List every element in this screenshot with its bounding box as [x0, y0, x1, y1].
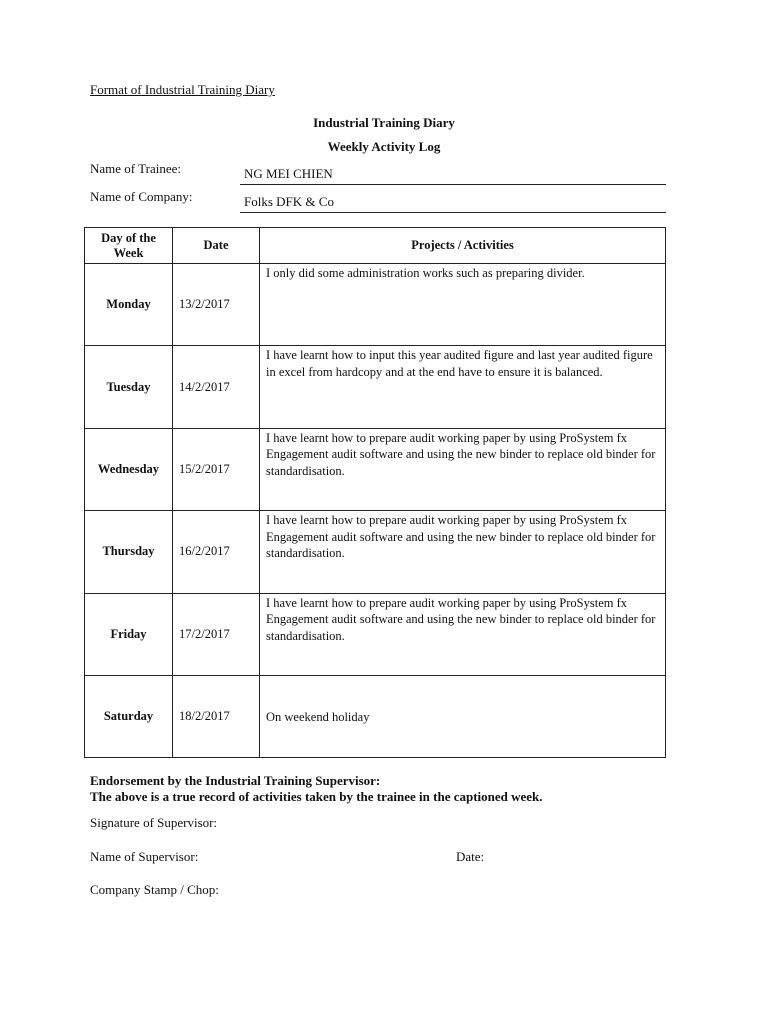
header-day-of-week: Day of the Week — [85, 228, 173, 264]
row-activity: I have learnt how to prepare audit working paper by using ProSystem fx Engagement audit software and using the new binder to replace old binder for standardisation. — [260, 593, 666, 675]
name-of-supervisor-label: Name of Supervisor: — [90, 849, 199, 864]
date-label: Date: — [456, 849, 485, 864]
table-row — [85, 511, 666, 593]
row-day: Thursday — [85, 511, 173, 593]
document-title: Industrial Training Diary — [313, 115, 455, 130]
row-activity: I have learnt how to prepare audit working paper by using ProSystem fx Engagement audit software and using the new binder to replace old binder for standardisation. — [260, 511, 666, 593]
row-date: 14/2/2017 — [173, 346, 260, 428]
row-day: Saturday — [85, 675, 173, 757]
row-activity: On weekend holiday — [260, 675, 666, 757]
row-date: 16/2/2017 — [173, 511, 260, 593]
row-date: 13/2/2017 — [173, 264, 260, 346]
row-activity: I have learnt how to prepare audit working paper by using ProSystem fx Engagement audit software and using the new binder to replace old binder for standardisation. — [260, 428, 666, 510]
table-row — [85, 264, 666, 346]
format-heading: Format of Industrial Training Diary — [90, 82, 275, 97]
row-day: Tuesday — [85, 346, 173, 428]
row-day: Wednesday — [85, 428, 173, 510]
trainee-name-field: NG MEI CHIEN — [240, 166, 666, 185]
company-name-field: Folks DFK & Co — [240, 194, 666, 213]
row-day: Friday — [85, 593, 173, 675]
row-date: 18/2/2017 — [173, 675, 260, 757]
company-name-label: Name of Company: — [90, 189, 193, 204]
signature-of-supervisor-label: Signature of Supervisor: — [90, 815, 218, 830]
row-date: 17/2/2017 — [173, 593, 260, 675]
company-stamp-label: Company Stamp / Chop: — [90, 882, 219, 897]
weekly-activity-table — [84, 227, 666, 758]
table-header-row — [85, 228, 666, 264]
row-activity: I have learnt how to input this year audited figure and last year audited figure in excel from hardcopy and at the end have to ensure it is balanced. — [260, 346, 666, 428]
endorsement-block — [90, 773, 543, 805]
document-subtitle: Weekly Activity Log — [327, 139, 441, 154]
table-row — [85, 593, 666, 675]
table-row — [85, 346, 666, 428]
row-date: 15/2/2017 — [173, 428, 260, 510]
endorsement-heading: Endorsement by the Industrial Training Supervisor: — [90, 773, 381, 788]
header-date: Date — [173, 228, 260, 264]
trainee-name-label: Name of Trainee: — [90, 161, 181, 176]
table-row — [85, 675, 666, 757]
header-projects-activities: Projects / Activities — [260, 228, 666, 264]
row-day: Monday — [85, 264, 173, 346]
row-activity: I only did some administration works such as preparing divider. — [260, 264, 666, 346]
endorsement-statement: The above is a true record of activities taken by the trainee in the captioned week. — [90, 789, 543, 804]
table-row — [85, 428, 666, 510]
